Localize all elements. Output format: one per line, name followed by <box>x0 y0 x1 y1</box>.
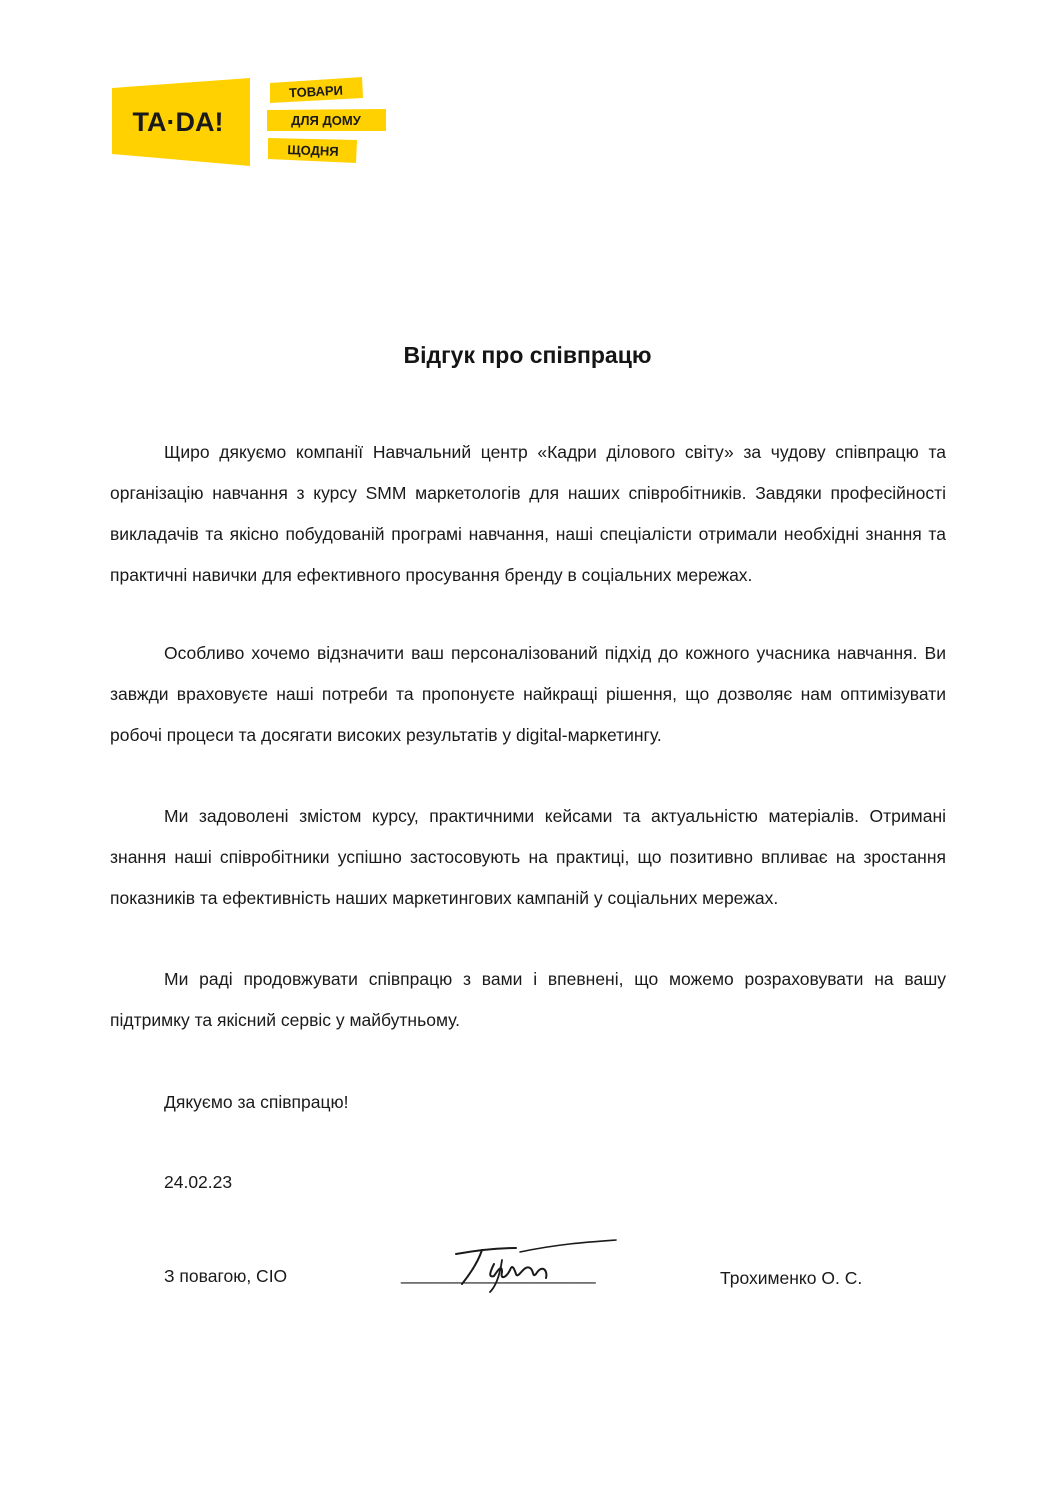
logo-tagline-2: ДЛЯ ДОМУ <box>291 113 361 128</box>
document-title: Відгук про співпрацю <box>403 342 652 368</box>
logo-tagline-3: ЩОДНЯ <box>287 142 339 159</box>
paragraph-1: Щиро дякуємо компанії Навчальний центр «Кадри ділового світу» за чудову співпрацю та організацію навчання з курсу SMM маркетологів для наших співробітників. Завдяки професійності викладачів та якісно побудованій програмі навчання, наші спеціалісти отримали необхідні знання та практичні навички для ефективного просування бренду в соціальних мережах. <box>110 442 946 585</box>
paragraph-2: Особливо хочемо відзначити ваш персоналізований підхід до кожного учасника навчання. Ви завжди враховуєте наші потреби та пропонуєте найкращі рішення, що дозволяє нам оптимізувати робочі процеси та досягати високих результатів у digital-маркетингу. <box>110 643 946 745</box>
signer-name: Трохименко О. С. <box>720 1268 863 1288</box>
closing-line: Дякуємо за співпрацю! <box>164 1092 349 1112</box>
document-date: 24.02.23 <box>164 1172 233 1192</box>
paragraph-3: Ми задоволені змістом курсу, практичними кейсами та актуальністю матеріалів. Отримані знання наші співробітники успішно застосовують на практиці, що позитивно впливає на зростання показників та ефективність наших маркетингових кампаній у соціальних мережах. <box>110 806 946 908</box>
paragraph-4: Ми раді продовжувати співпрацю з вами і впевнені, що можемо розраховувати на вашу підтримку та якісний сервіс у майбутньому. <box>110 969 946 1030</box>
handwritten-signature <box>398 1234 630 1294</box>
tada-logo <box>110 74 390 168</box>
regards-text: З повагою, CIO <box>164 1266 288 1286</box>
logo-brand-text: TA·DA! <box>132 107 224 137</box>
signature-line: ____________________ <box>401 1264 596 1284</box>
logo-tagline-1: ТОВАРИ <box>288 82 344 101</box>
